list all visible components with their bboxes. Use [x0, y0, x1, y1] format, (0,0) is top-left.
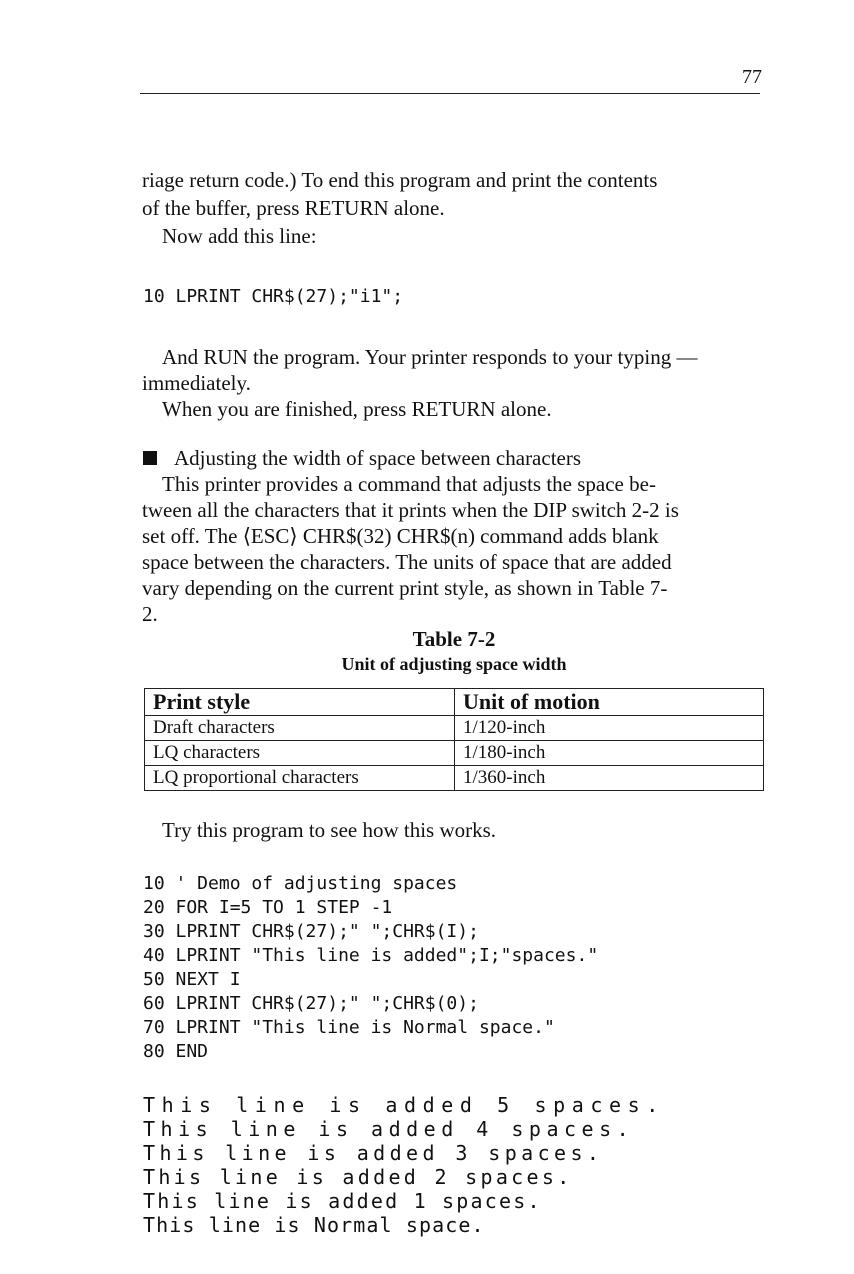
section-heading: Adjusting the width of space between characters [174, 446, 582, 470]
output-line: This line is added 1 spaces. [143, 1189, 542, 1213]
output-line: This line is added 4 spaces. [143, 1117, 635, 1141]
paragraph-line: of the buffer, press RETURN alone. [142, 196, 445, 220]
program-line: 50 NEXT I [143, 969, 241, 990]
table-header-row [145, 689, 764, 716]
paragraph-line: When you are finished, press RETURN alone. [162, 397, 552, 421]
program-line: 60 LPRINT CHR$(27);" ";CHR$(0); [143, 993, 479, 1014]
table-cell: 1/180-inch [455, 741, 764, 766]
table-row [145, 741, 764, 766]
table-cell: LQ proportional characters [145, 766, 455, 791]
paragraph-line: Now add this line: [162, 224, 317, 248]
paragraph-line: And RUN the program. Your printer responds to your typing — [162, 345, 698, 369]
table-title: Unit of adjusting space width [341, 654, 567, 674]
bullet-square-icon [143, 451, 157, 465]
paragraph-line: riage return code.) To end this program and print the contents [142, 168, 658, 192]
section-body-line: set off. The ⟨ESC⟩ CHR$(32) CHR$(n) command adds blank [142, 524, 659, 548]
program-line: 40 LPRINT "This line is added";I;"spaces." [143, 945, 599, 966]
output-line: This line is added 5 spaces. [143, 1093, 665, 1117]
header-rule [140, 93, 760, 94]
program-line: 20 FOR I=5 TO 1 STEP -1 [143, 897, 393, 918]
output-line: This line is Normal space. [143, 1213, 485, 1237]
table-header-cell: Unit of motion [455, 689, 764, 716]
output-line: This line is added 3 spaces. [143, 1141, 604, 1165]
section-body-line: This printer provides a command that adjusts the space be- [162, 472, 656, 496]
program-line: 10 ' Demo of adjusting spaces [143, 873, 458, 894]
paragraph-line: immediately. [142, 371, 251, 395]
table-number: Table 7-2 [412, 627, 496, 651]
table-header-cell: Print style [145, 689, 455, 716]
program-line: 70 LPRINT "This line is Normal space." [143, 1017, 555, 1038]
paragraph-line: Try this program to see how this works. [162, 818, 497, 842]
page-number: 77 [742, 66, 762, 88]
table-cell: Draft characters [145, 716, 455, 741]
section-body-line: space between the characters. The units of space that are added [142, 550, 672, 574]
spacing-table [144, 688, 764, 791]
output-line: This line is added 2 spaces. [143, 1165, 573, 1189]
table-row [145, 766, 764, 791]
section-body-line: tween all the characters that it prints when the DIP switch 2-2 is [142, 498, 679, 522]
table-cell: LQ characters [145, 741, 455, 766]
code-line: 10 LPRINT CHR$(27);"i1"; [143, 286, 404, 307]
table-row [145, 716, 764, 741]
section-body-line: 2. [142, 602, 158, 626]
program-line: 30 LPRINT CHR$(27);" ";CHR$(I); [143, 921, 479, 942]
program-line: 80 END [143, 1041, 209, 1062]
table-cell: 1/120-inch [455, 716, 764, 741]
table-cell: 1/360-inch [455, 766, 764, 791]
section-body-line: vary depending on the current print style, as shown in Table 7- [142, 576, 668, 600]
